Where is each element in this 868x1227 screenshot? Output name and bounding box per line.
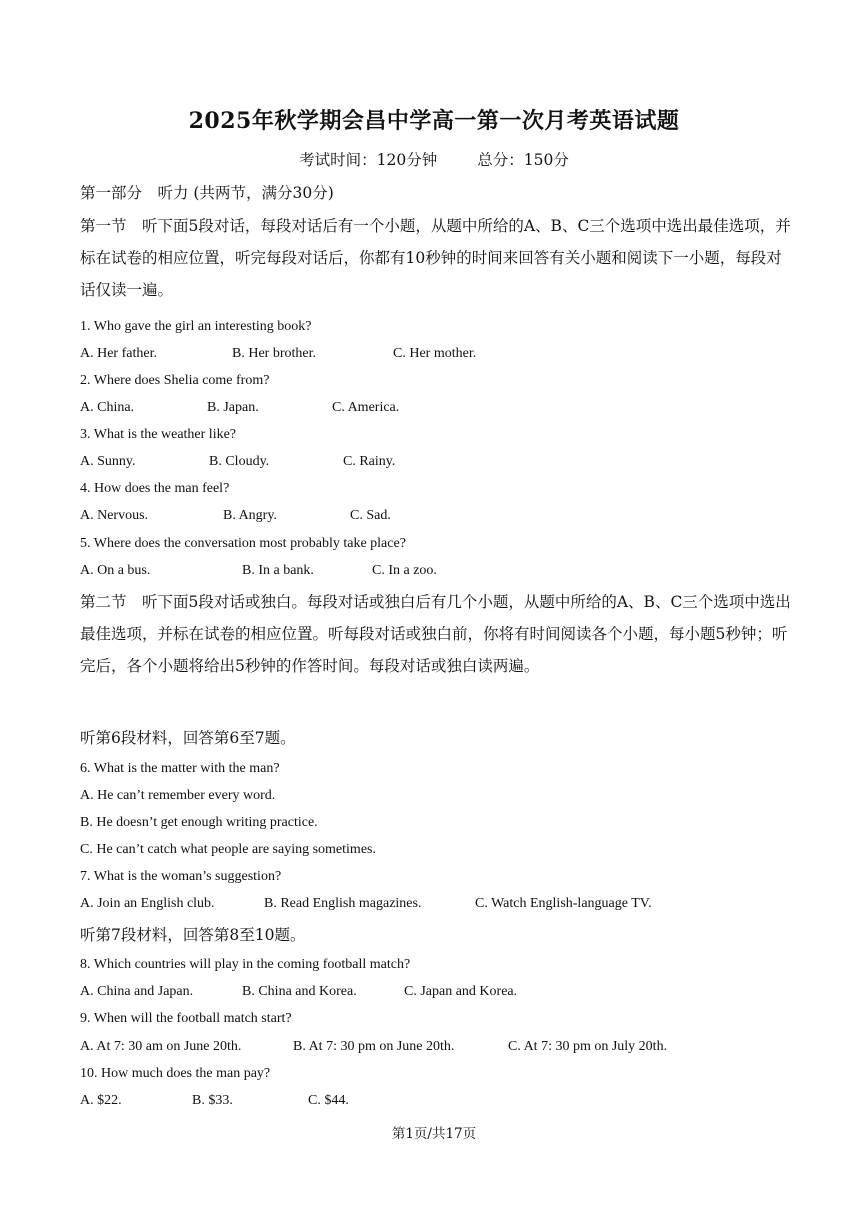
material-6-instruction: 听第6段材料，回答第6至7题。 <box>80 729 296 747</box>
option-c: C. Watch English-language TV. <box>475 896 652 911</box>
part1-heading: 第一部分 听力 (共两节，满分30分) <box>80 184 334 202</box>
option-b: B. In a bank. <box>242 563 314 578</box>
question-3-options <box>80 453 800 471</box>
question-9-options <box>80 1038 800 1056</box>
exam-title: 2025年秋学期会昌中学高一第一次月考英语试题 <box>188 108 680 134</box>
question-7-options <box>80 895 800 913</box>
option-b: B. Her brother. <box>232 346 316 361</box>
option-a: A. China. <box>80 400 135 415</box>
question-4-options <box>80 507 800 525</box>
question-2-options <box>80 399 800 417</box>
option-c: C. He can’t catch what people are saying sometimes. <box>80 842 376 857</box>
section1-intro: 第一节 听下面5段对话，每段对话后有一个小题，从题中所给的A、B、C三个选项中选出最佳选项，并标在试卷的相应位置，听完每段对话后，你都有10秒钟的时间来回答有关小题和阅读下一小题，每段对话仅读一遍。 <box>80 217 791 299</box>
option-c: C. $44. <box>308 1093 349 1108</box>
option-c: C. Japan and Korea. <box>404 984 518 999</box>
option-a: A. Her father. <box>80 346 157 361</box>
option-b: B. Cloudy. <box>209 454 270 469</box>
question-8: 8. Which countries will play in the coming football match? <box>80 957 411 972</box>
option-a: A. Join an English club. <box>80 896 215 911</box>
material-7-instruction: 听第7段材料，回答第8至10题。 <box>80 926 306 944</box>
total-score: 总分：150分 <box>477 151 569 169</box>
option-a: A. $22. <box>80 1093 122 1108</box>
exam-time: 考试时间：120分钟 <box>299 151 438 169</box>
option-a: A. China and Japan. <box>80 984 194 999</box>
question-5: 5. Where does the conversation most probably take place? <box>80 536 406 551</box>
option-b: B. Angry. <box>223 508 277 523</box>
option-a: A. At 7: 30 am on June 20th. <box>80 1039 242 1054</box>
question-9: 9. When will the football match start? <box>80 1011 292 1026</box>
option-a: A. He can’t remember every word. <box>80 788 276 803</box>
option-b: B. Read English magazines. <box>264 896 422 911</box>
question-8-options <box>80 983 800 1001</box>
option-c: C. Her mother. <box>393 346 477 361</box>
page-number: 第1页/共17页 <box>391 1126 477 1142</box>
question-5-options <box>80 562 800 580</box>
section2-intro: 第二节 听下面5段对话或独白。每段对话或独白后有几个小题，从题中所给的A、B、C三个选项中选出最佳选项，并标在试卷的相应位置。听每段对话或独白前，你将有时间阅读各个小题，每小题5秒钟；听完后，各个小题将给出5秒钟的作答时间。每段对话或独白读两遍。 <box>80 593 791 675</box>
option-c: C. In a zoo. <box>372 563 437 578</box>
question-10: 10. How much does the man pay? <box>80 1066 271 1081</box>
option-c: C. America. <box>332 400 400 415</box>
option-c: C. Sad. <box>350 508 391 523</box>
question-10-options <box>80 1092 800 1110</box>
option-b: B. China and Korea. <box>242 984 357 999</box>
option-b: B. He doesn’t get enough writing practice. <box>80 815 318 830</box>
question-1-options <box>80 345 800 363</box>
option-c: C. Rainy. <box>343 454 396 469</box>
question-4: 4. How does the man feel? <box>80 481 230 496</box>
option-a: A. On a bus. <box>80 563 151 578</box>
option-b: B. Japan. <box>207 400 259 415</box>
question-6: 6. What is the matter with the man? <box>80 761 280 776</box>
option-a: A. Nervous. <box>80 508 149 523</box>
question-1: 1. Who gave the girl an interesting book? <box>80 319 312 334</box>
option-c: C. At 7: 30 pm on July 20th. <box>508 1039 668 1054</box>
question-7: 7. What is the woman’s suggestion? <box>80 869 282 884</box>
option-a: A. Sunny. <box>80 454 136 469</box>
question-3: 3. What is the weather like? <box>80 427 237 442</box>
option-b: B. $33. <box>192 1093 233 1108</box>
option-b: B. At 7: 30 pm on June 20th. <box>293 1039 455 1054</box>
exam-info <box>0 148 868 170</box>
question-2: 2. Where does Shelia come from? <box>80 373 270 388</box>
